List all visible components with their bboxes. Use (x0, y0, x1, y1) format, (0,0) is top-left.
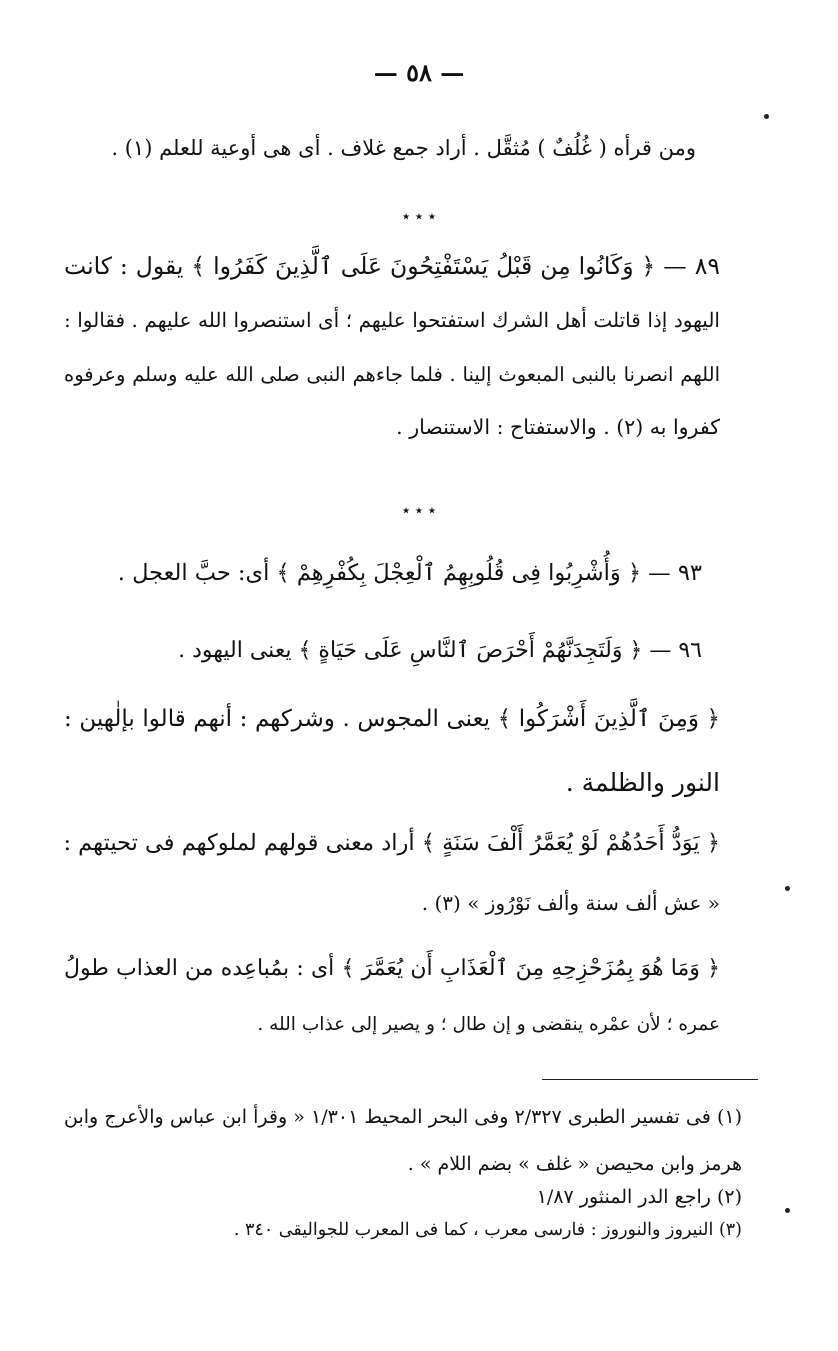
margin-dot (785, 1208, 790, 1213)
text-line-1: ومن قرأه ( غُلُفٌ ) مُثقَّل . أراد جمع غلاف . أى هى أوعية للعلم (١) . (111, 136, 696, 160)
margin-dot (764, 114, 769, 119)
text-line-5: كفروا به (٢) . والاستفتاح : الاستنصار . (396, 415, 720, 439)
verse-89-line: ٨٩ — ﴿ وَكَانُوا مِن قَبْلُ يَسْتَفْتِحُونَ عَلَى ٱلَّذِينَ كَفَرُوا ﴾ يقول : كانت (64, 252, 720, 280)
text-line-9: النور والظلمة . (565, 768, 720, 797)
verse-93-line: ٩٣ — ﴿ وَأُشْرِبُوا فِى قُلُوبِهِمُ ٱلْعِجْلَ بِكُفْرِهِمْ ﴾ أى: حبَّ العجل . (117, 560, 702, 586)
footnote-divider (542, 1079, 758, 1080)
text-line-8: ﴿ وَمِنَ ٱلَّذِينَ أَشْرَكُوا ﴾ يعنى المجوس . وشركهم : أنهم قالوا بإلٰهين : (64, 706, 720, 732)
text-line-10: ﴿ يَوَدُّ أَحَدُهُمْ لَوْ يُعَمَّرُ أَلْفَ سَنَةٍ ﴾ أراد معنى قولهم لملوكهم فى تحيتهم : (63, 830, 720, 856)
footnote-1-line-1: (١) فى تفسير الطبرى ٢/٣٢٧ وفى البحر المحيط ١/٣٠١ « وقرأ ابن عباس والأعرج وابن (64, 1106, 742, 1128)
verse-96-line: ٩٦ — ﴿ وَلَتَجِدَنَّهُمْ أَحْرَصَ ٱلنَّاسِ عَلَى حَيَاةٍ ﴾ يعنى اليهود . (178, 638, 702, 663)
footnote-2: (٢) راجع الدر المنثور ١/٨٧ (536, 1186, 742, 1208)
page-number: — ٥٨ — (373, 58, 465, 87)
margin-dot (785, 886, 790, 891)
separator-2: ٭ ٭ ٭ (401, 501, 437, 519)
text-line-13: عمره ؛ لأن عمْره ينقضى و إن طال ؛ و يصير إلى عذاب الله . (257, 1014, 720, 1035)
text-line-4: اللهم انصرنا بالنبى المبعوث إلينا . فلما جاءهم النبى صلى الله عليه وسلم وعرفوه (64, 363, 720, 386)
footnote-1-line-2: هرمز وابن محيصن « غلف » بضم اللام » . (407, 1153, 742, 1175)
text-line-12: ﴿ وَمَا هُوَ بِمُزَحْزِحِهِ مِنَ ٱلْعَذَابِ أَن يُعَمَّرَ ﴾ أى : بمُباعِده من العذاب طولُ (64, 956, 720, 981)
text-line-3: اليهود إذا قاتلت أهل الشرك استفتحوا عليهم ؛ أى استنصروا الله عليهم . فقالوا : (64, 308, 720, 332)
separator-1: ٭ ٭ ٭ (401, 207, 437, 225)
text-line-11: « عش ألف سنة وألف نَوْرُوز » (٣) . (421, 891, 720, 915)
footnote-3: (٣) النيروز والنوروز : فارسى معرب ، كما فى المعرب للجواليقى ٣٤٠ . (233, 1220, 742, 1240)
